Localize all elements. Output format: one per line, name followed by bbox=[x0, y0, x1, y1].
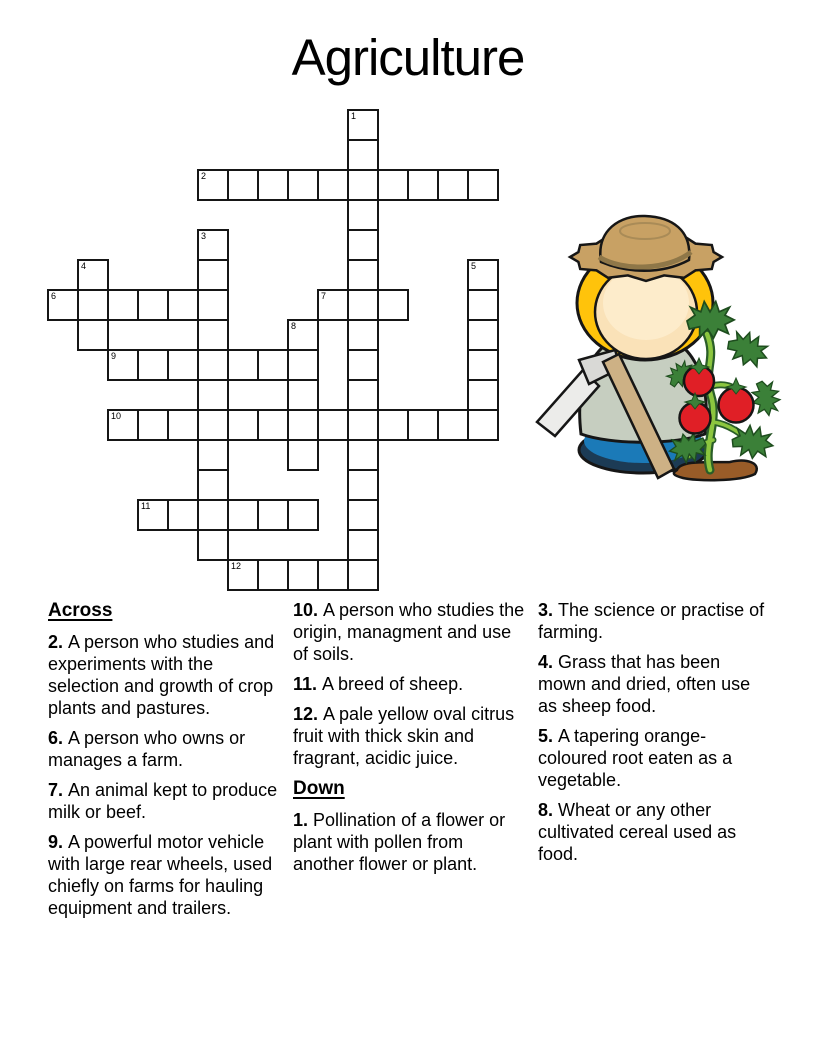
cell-number: 1 bbox=[351, 111, 357, 121]
clue-number-label: 9. bbox=[48, 832, 64, 852]
grid-cell bbox=[287, 349, 319, 381]
clues-column-3 bbox=[538, 599, 770, 927]
grid-cell bbox=[317, 409, 349, 441]
grid-cell bbox=[107, 349, 139, 381]
grid-cell bbox=[317, 169, 349, 201]
cell-number: 12 bbox=[231, 561, 242, 571]
clue-number-label: 7. bbox=[48, 780, 64, 800]
grid-cell bbox=[347, 379, 379, 411]
grid-cell bbox=[137, 409, 169, 441]
clue-number-label: 11. bbox=[293, 674, 318, 694]
clue-number-label: 5. bbox=[538, 726, 554, 746]
clue-across-6 bbox=[48, 727, 280, 771]
clue-number-label: 3. bbox=[538, 600, 554, 620]
clue-number-label: 1. bbox=[293, 810, 309, 830]
grid-cell bbox=[227, 349, 259, 381]
cell-number: 2 bbox=[201, 171, 207, 181]
clue-down-3 bbox=[538, 599, 770, 643]
clue-text: A breed of sheep. bbox=[322, 674, 464, 694]
clue-number-label: 4. bbox=[538, 652, 554, 672]
grid-cell bbox=[407, 409, 439, 441]
grid-cell bbox=[287, 169, 319, 201]
grid-cell bbox=[347, 229, 379, 261]
grid-cell bbox=[317, 289, 349, 321]
grid-cell bbox=[197, 259, 229, 291]
page-title: Agriculture bbox=[291, 29, 525, 86]
cell-number: 6 bbox=[51, 291, 57, 301]
grid-cell bbox=[107, 409, 139, 441]
grid-cell bbox=[287, 499, 319, 531]
clues-column-1 bbox=[48, 599, 280, 927]
cell-number: 5 bbox=[471, 261, 477, 271]
grid-cell bbox=[287, 379, 319, 411]
down-heading: Down bbox=[293, 778, 345, 799]
cell-number: 10 bbox=[111, 411, 122, 421]
grid-cell bbox=[347, 319, 379, 351]
grid-cell bbox=[467, 379, 499, 411]
leaf-cluster bbox=[749, 379, 782, 418]
grid-cell bbox=[257, 169, 289, 201]
grid-cell bbox=[197, 469, 229, 501]
grid-cell bbox=[467, 409, 499, 441]
grid-cell bbox=[287, 559, 319, 591]
grid-cell bbox=[167, 499, 199, 531]
grid-cell bbox=[467, 349, 499, 381]
grid-cell bbox=[137, 289, 169, 321]
grid-cell bbox=[197, 229, 229, 261]
grid-cell bbox=[317, 559, 349, 591]
grid-cell bbox=[227, 409, 259, 441]
grid-cell bbox=[257, 349, 289, 381]
grid-cell bbox=[227, 169, 259, 201]
grid-cell bbox=[77, 319, 109, 351]
clues-column-2 bbox=[293, 599, 525, 927]
clue-text: A pale yellow oval citrus fruit with thick skin and fragrant, acidic juice. bbox=[293, 704, 515, 768]
grid-cell bbox=[47, 289, 79, 321]
grid-cell bbox=[407, 169, 439, 201]
grid-cell bbox=[197, 439, 229, 471]
grid-cell bbox=[347, 499, 379, 531]
clue-text: A powerful motor vehicle with large rear wheels, used chiefly on farms for hauling equipment and trailers. bbox=[48, 832, 273, 918]
grid-cell bbox=[467, 259, 499, 291]
clue-text: Pollination of a flower or plant with pollen from another flower or plant. bbox=[293, 810, 506, 874]
grid-cell bbox=[287, 409, 319, 441]
grid-cell bbox=[467, 289, 499, 321]
cell-number: 8 bbox=[291, 321, 297, 331]
grid-cell bbox=[347, 289, 379, 321]
clue-down-1 bbox=[293, 809, 525, 875]
clue-text: A person who owns or manages a farm. bbox=[48, 728, 246, 770]
clue-down-5 bbox=[538, 725, 770, 791]
cell-number: 3 bbox=[201, 231, 207, 241]
clue-down-8 bbox=[538, 799, 770, 865]
grid-cell bbox=[347, 259, 379, 291]
grid-cell bbox=[347, 199, 379, 231]
clue-number-label: 8. bbox=[538, 800, 554, 820]
clue-text: A person who studies and experiments with the selection and growth of crop plants and pastures. bbox=[48, 632, 275, 718]
grid-cell bbox=[347, 349, 379, 381]
clue-across-7 bbox=[48, 779, 280, 823]
cell-number: 11 bbox=[141, 501, 151, 511]
grid-cell bbox=[227, 499, 259, 531]
clue-across-12 bbox=[293, 703, 525, 769]
grid-cell bbox=[197, 409, 229, 441]
grid-cell bbox=[197, 319, 229, 351]
grid-cell bbox=[377, 409, 409, 441]
grid-cell bbox=[257, 559, 289, 591]
across-heading: Across bbox=[48, 600, 113, 621]
grid-cell bbox=[167, 289, 199, 321]
grid-cell bbox=[467, 169, 499, 201]
clue-text: A tapering orange-coloured root eaten as a vegetable. bbox=[538, 726, 733, 790]
grid-cell bbox=[347, 109, 379, 141]
grid-cell bbox=[347, 529, 379, 561]
clue-number-label: 10. bbox=[293, 600, 319, 620]
straw-hat bbox=[570, 216, 722, 281]
clue-text: An animal kept to produce milk or beef. bbox=[48, 780, 278, 822]
leaf-cluster bbox=[723, 326, 774, 372]
grid-cell bbox=[197, 499, 229, 531]
grid-cell bbox=[347, 139, 379, 171]
grid-cell bbox=[377, 289, 409, 321]
grid-cell bbox=[347, 559, 379, 591]
clue-down-4 bbox=[538, 651, 770, 717]
grid-cell bbox=[437, 169, 469, 201]
grid-cell bbox=[287, 319, 319, 351]
clue-text: Wheat or any other cultivated cereal used as food. bbox=[538, 800, 737, 864]
clue-number-label: 12. bbox=[293, 704, 319, 724]
grid-cell bbox=[347, 169, 379, 201]
grid-cell bbox=[197, 289, 229, 321]
grid-cell bbox=[167, 349, 199, 381]
grid-cell bbox=[197, 529, 229, 561]
grid-cell bbox=[77, 259, 109, 291]
clue-number-label: 6. bbox=[48, 728, 64, 748]
clue-across-2 bbox=[48, 631, 280, 719]
grid-cell bbox=[227, 559, 259, 591]
grid-cell bbox=[287, 439, 319, 471]
clue-across-10 bbox=[293, 599, 525, 665]
grid-cell bbox=[347, 469, 379, 501]
clue-across-11 bbox=[293, 673, 525, 695]
clue-text: Grass that has been mown and dried, often use as sheep food. bbox=[538, 652, 751, 716]
grid-cell bbox=[347, 409, 379, 441]
cell-number: 7 bbox=[321, 291, 327, 301]
grid-cell bbox=[467, 319, 499, 351]
grid-cell bbox=[107, 289, 139, 321]
grid-cell bbox=[377, 169, 409, 201]
grid-cell bbox=[437, 409, 469, 441]
grid-cell bbox=[137, 499, 169, 531]
grid-cell bbox=[167, 409, 199, 441]
cell-number: 9 bbox=[111, 351, 117, 361]
clue-across-9 bbox=[48, 831, 280, 919]
clue-text: The science or practise of farming. bbox=[538, 600, 765, 642]
farmer-illustration bbox=[525, 200, 815, 500]
grid-cell bbox=[257, 499, 289, 531]
grid-cell bbox=[347, 439, 379, 471]
grid-cell bbox=[137, 349, 169, 381]
clues-section bbox=[48, 599, 770, 927]
grid-cell bbox=[77, 289, 109, 321]
clue-text: A person who studies the origin, managment and use of soils. bbox=[293, 600, 525, 664]
grid-cell bbox=[257, 409, 289, 441]
grid-cell bbox=[197, 349, 229, 381]
clue-number-label: 2. bbox=[48, 632, 64, 652]
grid-cell bbox=[197, 379, 229, 411]
cell-number: 4 bbox=[81, 261, 87, 271]
grid-cell bbox=[197, 169, 229, 201]
